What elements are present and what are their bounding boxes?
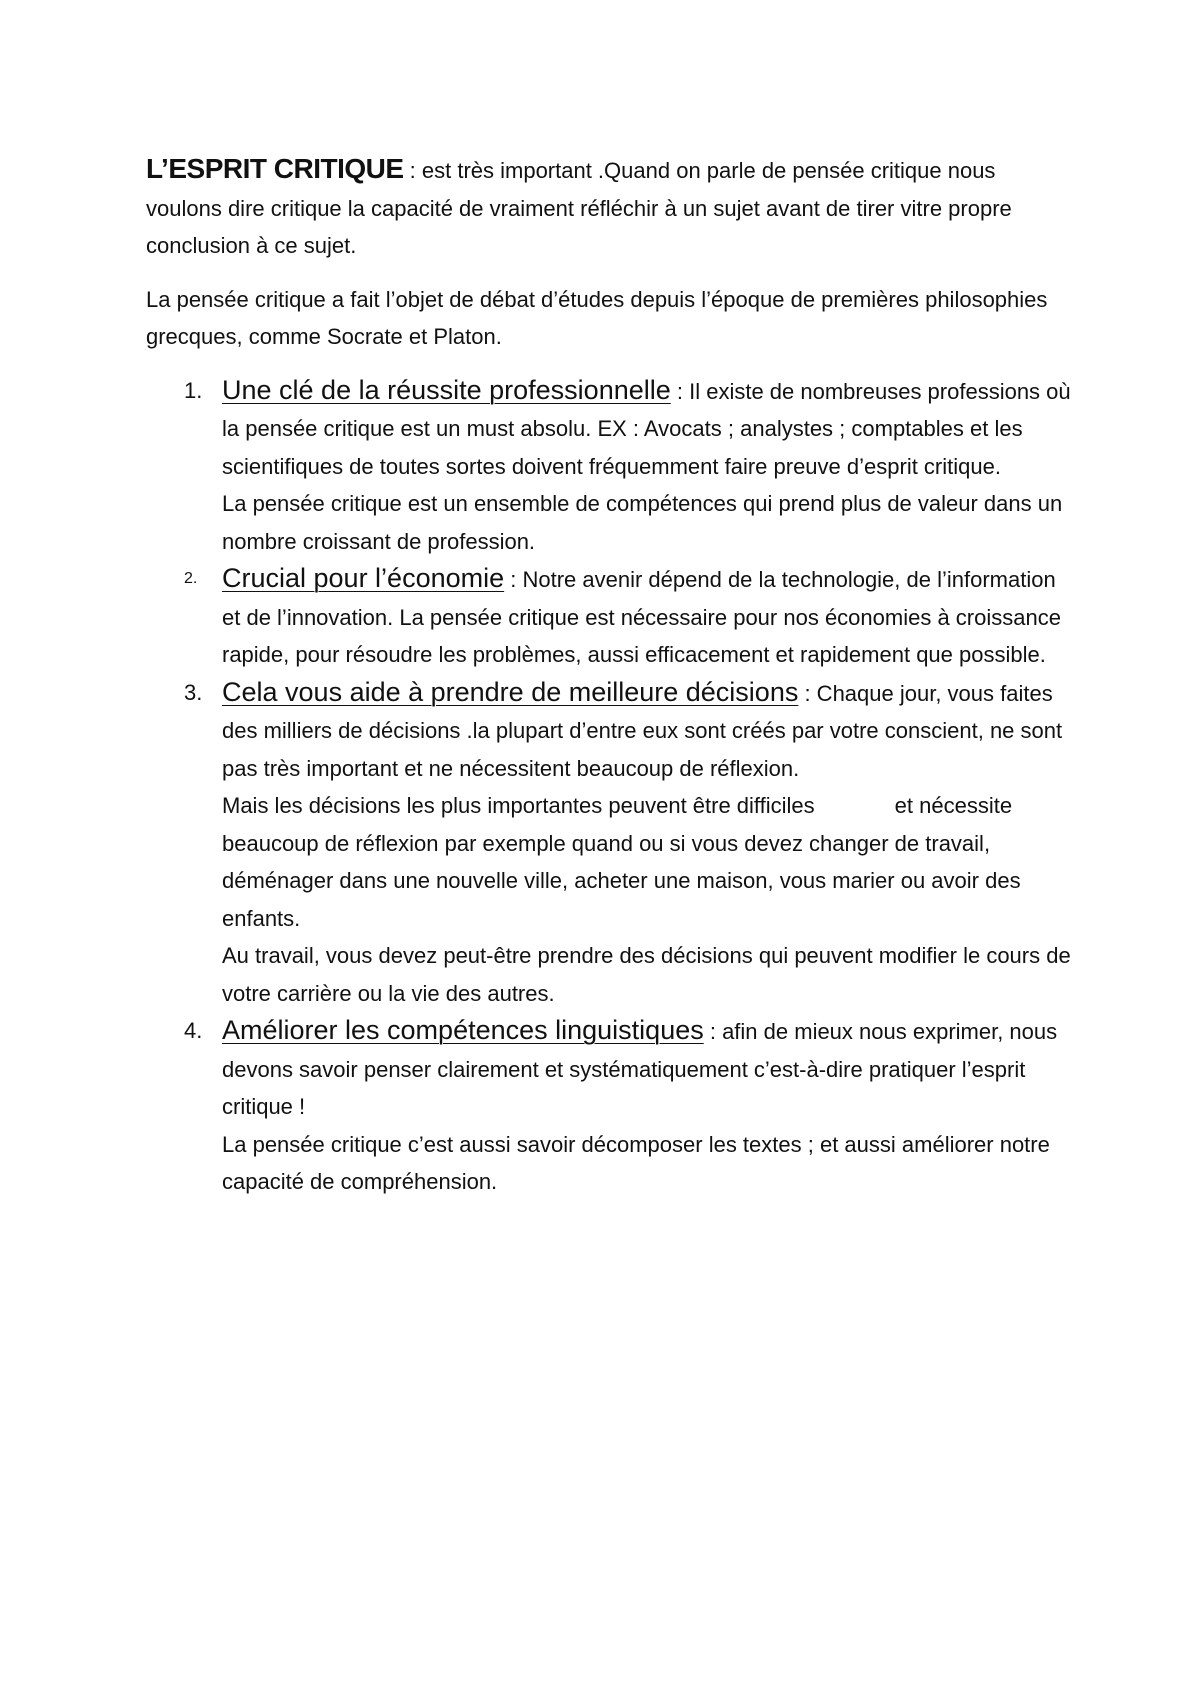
section-extra-text <box>222 787 1076 937</box>
section-heading: Cela vous aide à prendre de meilleure décisions <box>222 676 799 707</box>
section-extra-fragment: Mais les décisions les plus importantes peuvent être difficiles <box>222 793 815 818</box>
section-number: 4. <box>184 1018 203 1043</box>
section-number: 1. <box>184 377 203 403</box>
section-text: : Notre avenir dépend de la technologie, de l’information et de l’innovation. La pensée critique est nécessaire pour nos économies à croissance rapide, pour résoudre les problèmes, aussi efficacement et rapidement que possible. <box>222 567 1061 667</box>
section-item <box>146 372 1076 561</box>
section-number: 2. <box>184 570 198 587</box>
section-text: : Chaque jour, vous faites des milliers de décisions .la plupart d’entre eux sont créés par votre conscient, ne sont pas très important et ne nécessitent beaucoup de réflexion. <box>222 680 1063 781</box>
sections-list <box>146 372 1076 1201</box>
section-item <box>146 1012 1076 1201</box>
document-title: L’ESPRIT CRITIQUE <box>146 153 404 184</box>
section-heading: Une clé de la réussite professionnelle <box>222 374 671 405</box>
section-extra-text: La pensée critique est un ensemble de compétences qui prend plus de valeur dans un nombre croissant de profession. <box>222 491 1063 554</box>
section-item <box>146 560 1076 674</box>
section-number: 3. <box>184 679 203 705</box>
document-body <box>146 150 1076 1201</box>
history-paragraph: La pensée critique a fait l’objet de débat d’études depuis l’époque de premières philosophies grecques, comme Socrate et Platon. <box>146 286 1048 349</box>
section-text: : afin de mieux nous exprimer, nous devons savoir penser clairement et systématiquement c’est-à-dire pratiquer l’esprit critique ! <box>222 1019 1058 1119</box>
section-extra-fragment: et nécessite beaucoup de réflexion par exemple quand ou si vous devez changer de travail, déménager dans une nouvelle ville, acheter une maison, vous marier ou avoir des enfants. <box>222 793 1021 931</box>
section-heading: Crucial pour l’économie <box>222 563 505 593</box>
section-extra-text: La pensée critique c’est aussi savoir décomposer les textes ; et aussi améliorer notre capacité de compréhension. <box>222 1131 1050 1194</box>
section-text: : Il existe de nombreuses professions où la pensée critique est un must absolu. EX : Avocats ; analystes ; comptables et les scientifiques de toutes sortes doivent fréquemment faire preuve d’esprit critique. <box>222 378 1071 479</box>
intro-paragraph <box>146 150 1076 265</box>
section-heading: Améliorer les compétences linguistiques <box>222 1015 704 1045</box>
intro-text: : est très important .Quand on parle de pensée critique nous voulons dire critique la capacité de vraiment réfléchir à un sujet avant de tirer vitre propre conclusion à ce sujet. <box>146 158 1012 258</box>
section-extra-text: Au travail, vous devez peut-être prendre des décisions qui peuvent modifier le cours de votre carrière ou la vie des autres. <box>222 943 1071 1006</box>
section-item <box>146 674 1076 1013</box>
